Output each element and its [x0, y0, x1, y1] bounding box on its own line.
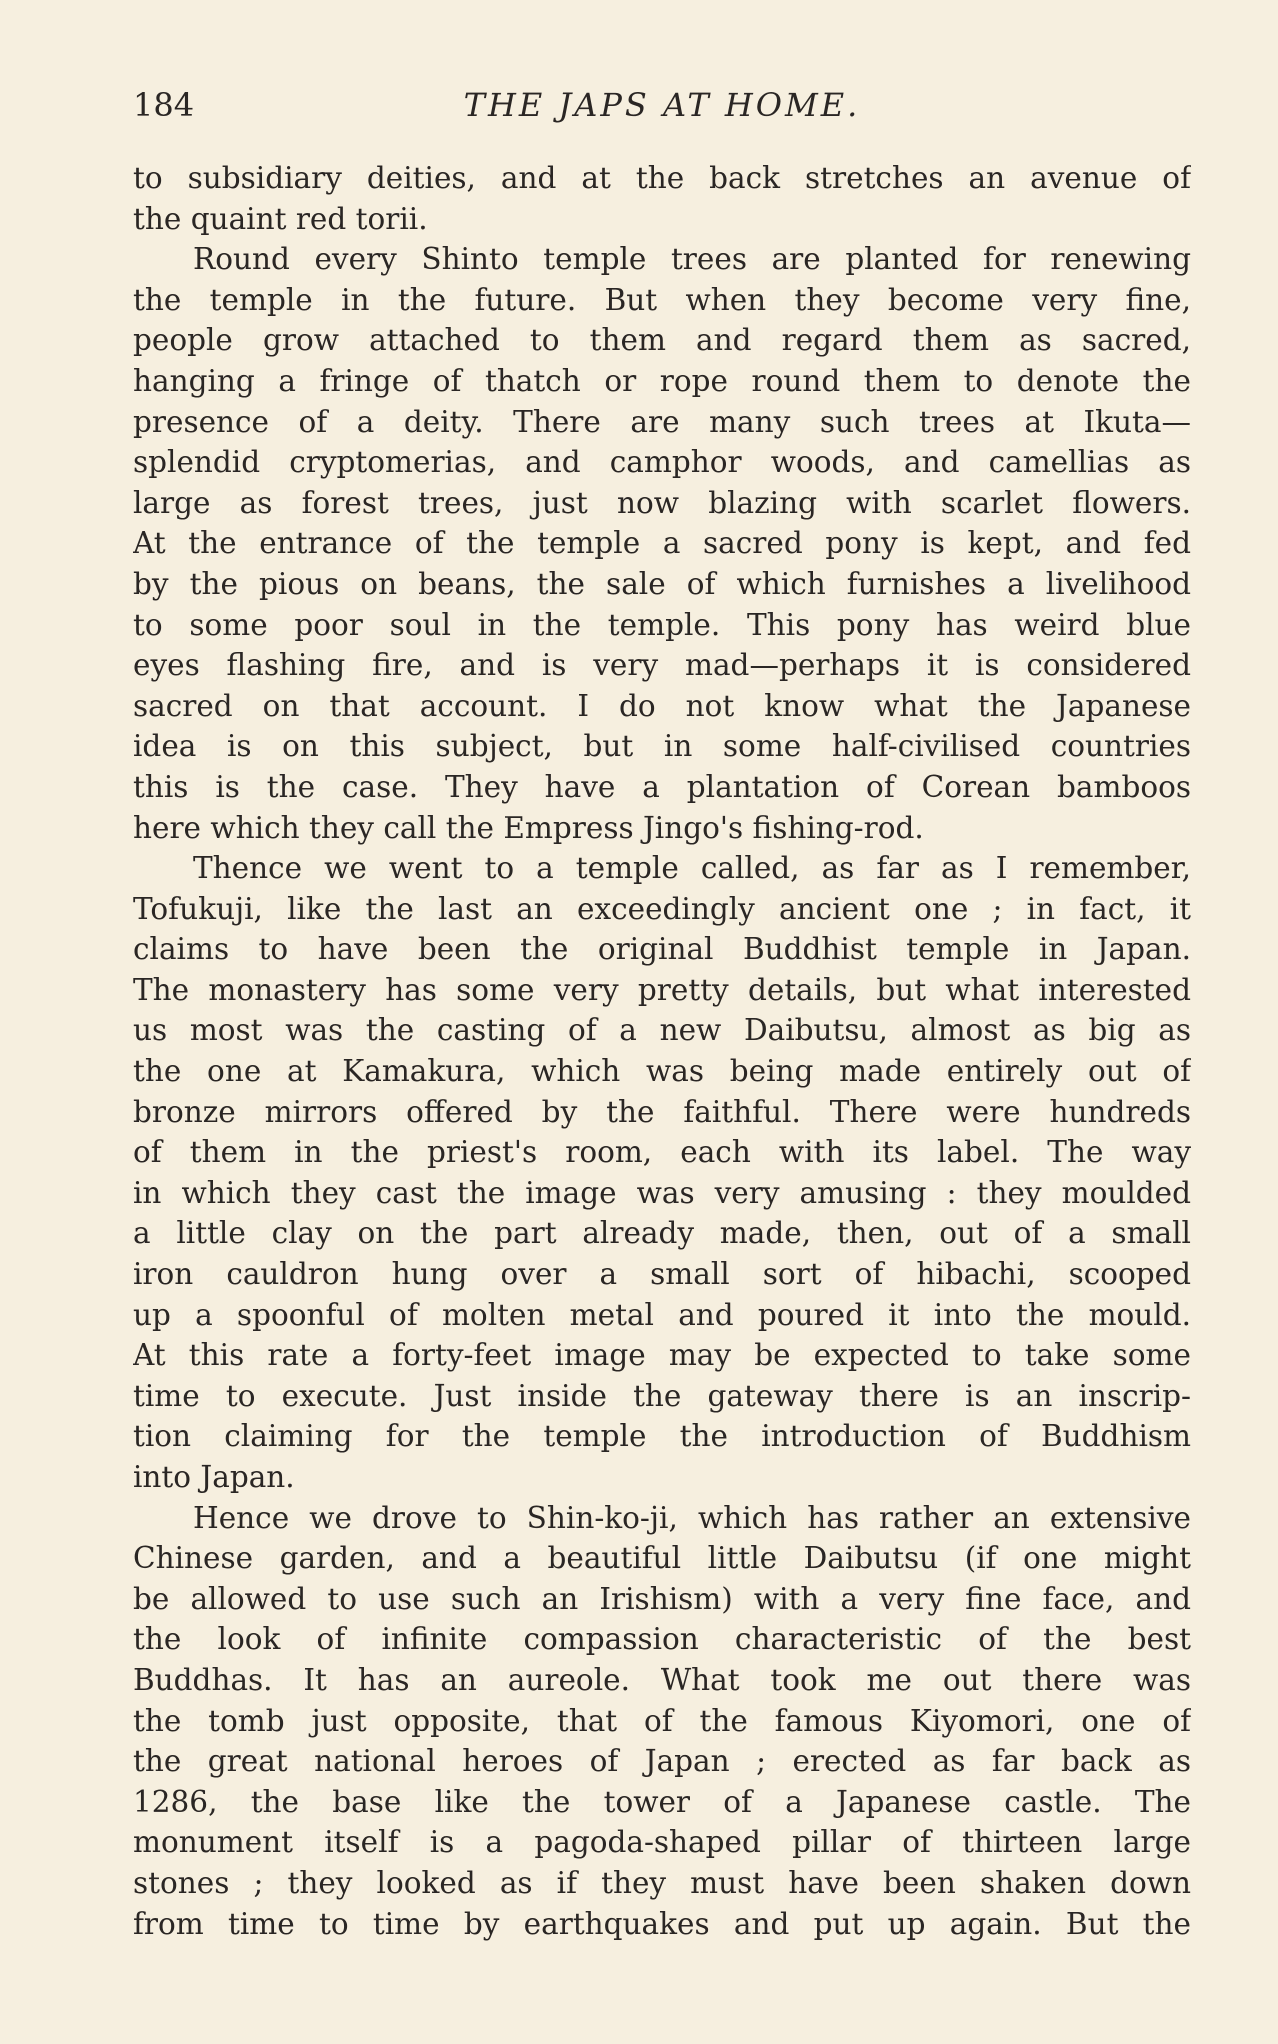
text-line: Buddhas. It has an aureole. What took me out there was [133, 1662, 1191, 1697]
text-line: idea is on this subject, but in some half-civilised countries [133, 729, 1191, 764]
text-line: stones ; they looked as if they must have been shaken down [133, 1865, 1191, 1900]
text-line: bronze mirrors offered by the faithful. There were hundreds [133, 1094, 1191, 1129]
text-line: in which they cast the image was very amusing : they moulded [133, 1175, 1191, 1210]
text-line: be allowed to use such an Irishism) with a very fine face, and [133, 1581, 1191, 1616]
text-line: the look of infinite compassion characteristic of the best [133, 1622, 1191, 1657]
text-line: into Japan. [133, 1460, 295, 1494]
text-line: large as forest trees, just now blazing with scarlet flowers. [133, 485, 1191, 520]
text-line: splendid cryptomerias, and camphor woods, and camellias as [133, 445, 1191, 480]
text-line: Tofukuji, like the last an exceedingly ancient one ; in fact, it [133, 891, 1191, 926]
text-line: to some poor soul in the temple. This pony has weird blue [133, 607, 1191, 642]
page-header [133, 78, 1191, 132]
text-line: claims to have been the original Buddhist temple in Japan. [133, 932, 1191, 967]
text-line: 1286, the base like the tower of a Japanese castle. The [133, 1784, 1191, 1819]
text-line: the great national heroes of Japan ; erected as far back as [133, 1744, 1191, 1779]
text-line: tion claiming for the temple the introduction of Buddhism [133, 1419, 1191, 1454]
text-line: time to execute. Just inside the gateway there is an inscrip- [133, 1378, 1191, 1413]
text-line: by the pious on beans, the sale of which furnishes a livelihood [133, 566, 1191, 601]
text-line: hanging a fringe of thatch or rope round them to denote the [133, 363, 1191, 398]
text-line: up a spoonful of molten metal and poured it into the mould. [133, 1297, 1191, 1332]
text-line: Hence we drove to Shin-ko-ji, which has rather an extensive [193, 1500, 1191, 1535]
text-line: iron cauldron hung over a small sort of hibachi, scooped [133, 1257, 1191, 1292]
text-line: Chinese garden, and a beautiful little Daibutsu (if one might [133, 1541, 1191, 1576]
running-title: THE JAPS AT HOME. [463, 86, 861, 124]
text-line: from time to time by earthquakes and put up again. But the [133, 1906, 1191, 1941]
text-line: the temple in the future. But when they become very fine, [133, 282, 1191, 317]
text-line: the tomb just opposite, that of the famous Kiyomori, one of [133, 1703, 1191, 1738]
text-line: At this rate a forty-feet image may be expected to take some [133, 1338, 1191, 1373]
text-line: presence of a deity. There are many such trees at Ikuta— [133, 404, 1191, 439]
text-line: of them in the priest's room, each with its label. The way [133, 1135, 1191, 1170]
text-line: us most was the casting of a new Daibutsu, almost as big as [133, 1013, 1191, 1048]
text-line: to subsidiary deities, and at the back stretches an avenue of [133, 161, 1191, 195]
text-line: people grow attached to them and regard them as sacred, [133, 323, 1191, 358]
text-line: here which they call the Empress Jingo's fishing-rod. [133, 810, 924, 845]
text-line: The monastery has some very pretty details, but what interested [133, 972, 1191, 1007]
text-line: the one at Kamakura, which was being made entirely out of [133, 1054, 1191, 1089]
text-line: sacred on that account. I do not know what the Japanese [133, 688, 1191, 723]
text-line: Thence we went to a temple called, as far as I remember, [193, 851, 1191, 886]
text-line: eyes flashing fire, and is very mad—perhaps it is considered [133, 648, 1191, 683]
body-text [133, 158, 1191, 1944]
text-line: this is the case. They have a plantation of Corean bamboos [133, 769, 1191, 804]
text-line: the quaint red torii. [133, 201, 428, 236]
page-number: 184 [133, 86, 195, 124]
text-line: a little clay on the part already made, then, out of a small [133, 1216, 1191, 1251]
text-line: Round every Shinto temple trees are planted for renewing [193, 242, 1191, 277]
text-line: monument itself is a pagoda-shaped pillar of thirteen large [133, 1825, 1191, 1860]
text-line: At the entrance of the temple a sacred pony is kept, and fed [133, 526, 1191, 561]
